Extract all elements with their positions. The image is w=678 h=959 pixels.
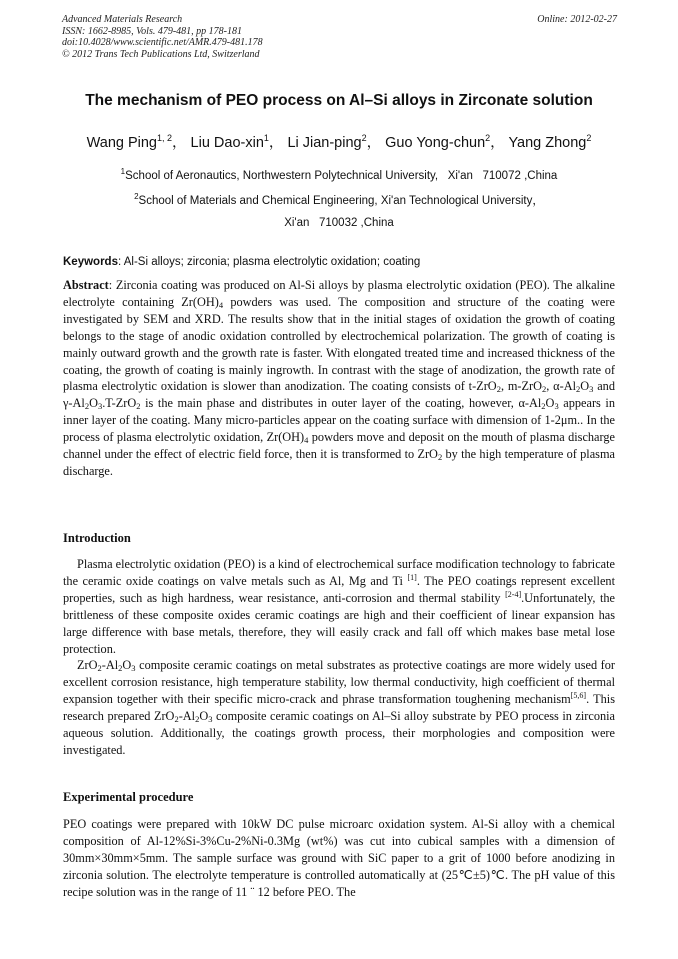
affiliation-2: $^2$School of Materials and Chemical Engineering, Xi'an Technological University， [134,192,544,207]
journal-name: Advanced Materials Research [62,14,183,25]
author-4: Guo Yong-chun$^2$， [385,133,505,151]
journal-header [62,14,617,60]
experimental-heading: Experimental procedure [63,790,194,804]
abstract [63,277,615,480]
journal-issn: ISSN: 1662-8985, Vols. 479-481, pp 178-181 [62,25,242,37]
introduction-body [63,556,615,759]
author-2: Liu Dao-xin$^1$， [190,133,284,151]
experimental-body [63,816,615,901]
author-1-affiliation: 1, 2 [157,133,173,143]
author-2-affiliation: 1 [263,133,269,143]
author-list [0,131,678,152]
introduction-heading: Introduction [63,531,131,545]
author-3: Li Jian-ping$^2$， [287,133,382,151]
author-3-affiliation: 2 [361,133,367,143]
author-4-affiliation: 2 [485,133,491,143]
affiliation-2-city: Xi'an 710032 ,China [284,217,394,229]
paper-title: The mechanism of PEO process on Al–Si alloys in Zirconate solution [85,92,593,109]
keywords [63,256,615,268]
affiliation-1: $^1$School of Aeronautics, Northwestern Polytechnical University, Xi'an 710072 ,China [120,167,558,182]
abstract-label: Abstract [63,278,109,292]
keywords-label: Keywords [63,256,118,268]
keywords-text: : Al-Si alloys; zirconia; plasma electrolytic oxidation; coating [117,256,421,268]
author-5-affiliation: 2 [586,133,592,143]
experimental-paragraph-1: PEO coatings were prepared with 10kW DC pulse microarc oxidation system. Al-Si alloy with a chemical composition of Al-12%Si-3%Cu-2%Ni-0.3Mg (wt%) was cut into cubical samples with a dimension of 30mm×30mm×5mm. The sample surface was ground with SiC paper to a grit of 1000 before anodizing in zirconia solution. The electrolyte temperature is controlled automatically at (25℃±5)℃. The pH value of this recipe solution was in the range of 11 ¨ 12 before PEO. The [63,817,615,899]
introduction-paragraph-1: Plasma electrolytic oxidation (PEO) is a kind of electrochemical surface modification technology to fabricate the ceramic oxide coatings on valve metals such as Al, Mg and Ti [1]. The PEO coatings represent excellent properties, such as high hardness, wear resistance, anti-corrosion and thermal stability [2-4].Unfortunately, the brittleness of these composite oxides ceramic coatings are high and their coefficient of linear expansion has large difference with base metals, therefore, they will easily crack and fall off which makes base metal lose protection. [63,557,615,656]
author-1: Wang Ping$^{1, 2}$， [86,133,187,151]
online-date: Online: 2012-02-27 [537,14,617,25]
journal-copyright: © 2012 Trans Tech Publications Ltd, Switzerland [62,48,260,60]
abstract-text: : Zirconia coating was produced on Al-Si alloys by plasma electrolytic oxidation (PEO). The alkaline electrolyte containing $Zr(OH)_4$ powders was used. The composition and structure of the coating were investigated by SEM and XRD. The results show that in the initial stages of oxidation the growth of coating belongs to the stage of anodic oxidation controlled by electrochemical polarization. The growth of coating is mainly outward growth and the growth rate is faster. With elongated treated time and increased thickness of the coating, the growth of coating is mainly ingrowth. In contrast with the stage of anodization, the growth rate of plasma electrolytic oxidation is slower than anodization. The coating consists of t-ZrO$_2$, m-ZrO$_2$, $\alpha-Al_2O_3$ and $\gamma-Al_2O_3.T-ZrO_2$ is the main phase and distributes in outer layer of the coating, however, $\alpha-Al_2O_3$ appears in inner layer of the coating. Many micro-particles appear on the coating surface with dimension of 1-2μm.. In the process of plasma electrolytic oxidation, $Zr(OH)_4$ powders move and deposit on the mouth of plasma discharge channel under the effect of electric field force, then it is transformed to ZrO$_2$ by the high temperature of plasma discharge. [63,278,615,478]
introduction-paragraph-2: $ZrO_2-Al_2O_3$ composite ceramic coatings on metal substrates as protective coatings are more widely used for excellent corrosion resistance, high temperature stability, low thermal conductivity, high coefficient of thermal expansion together with their specific micro-crack and phrase transformation toughening mechanism[5,6]. This research prepared $ZrO_2-Al_2O_3$ composite ceramic coatings on Al–Si alloy substrate by PEO process in zirconia aqueous solution. Additionally, the coatings growth process, their morphologies and composition were investigated. [63,658,615,757]
author-5: Yang Zhong$^2$ [508,133,592,151]
journal-doi: doi:10.4028/www.scientific.net/AMR.479-481.178 [62,37,263,48]
